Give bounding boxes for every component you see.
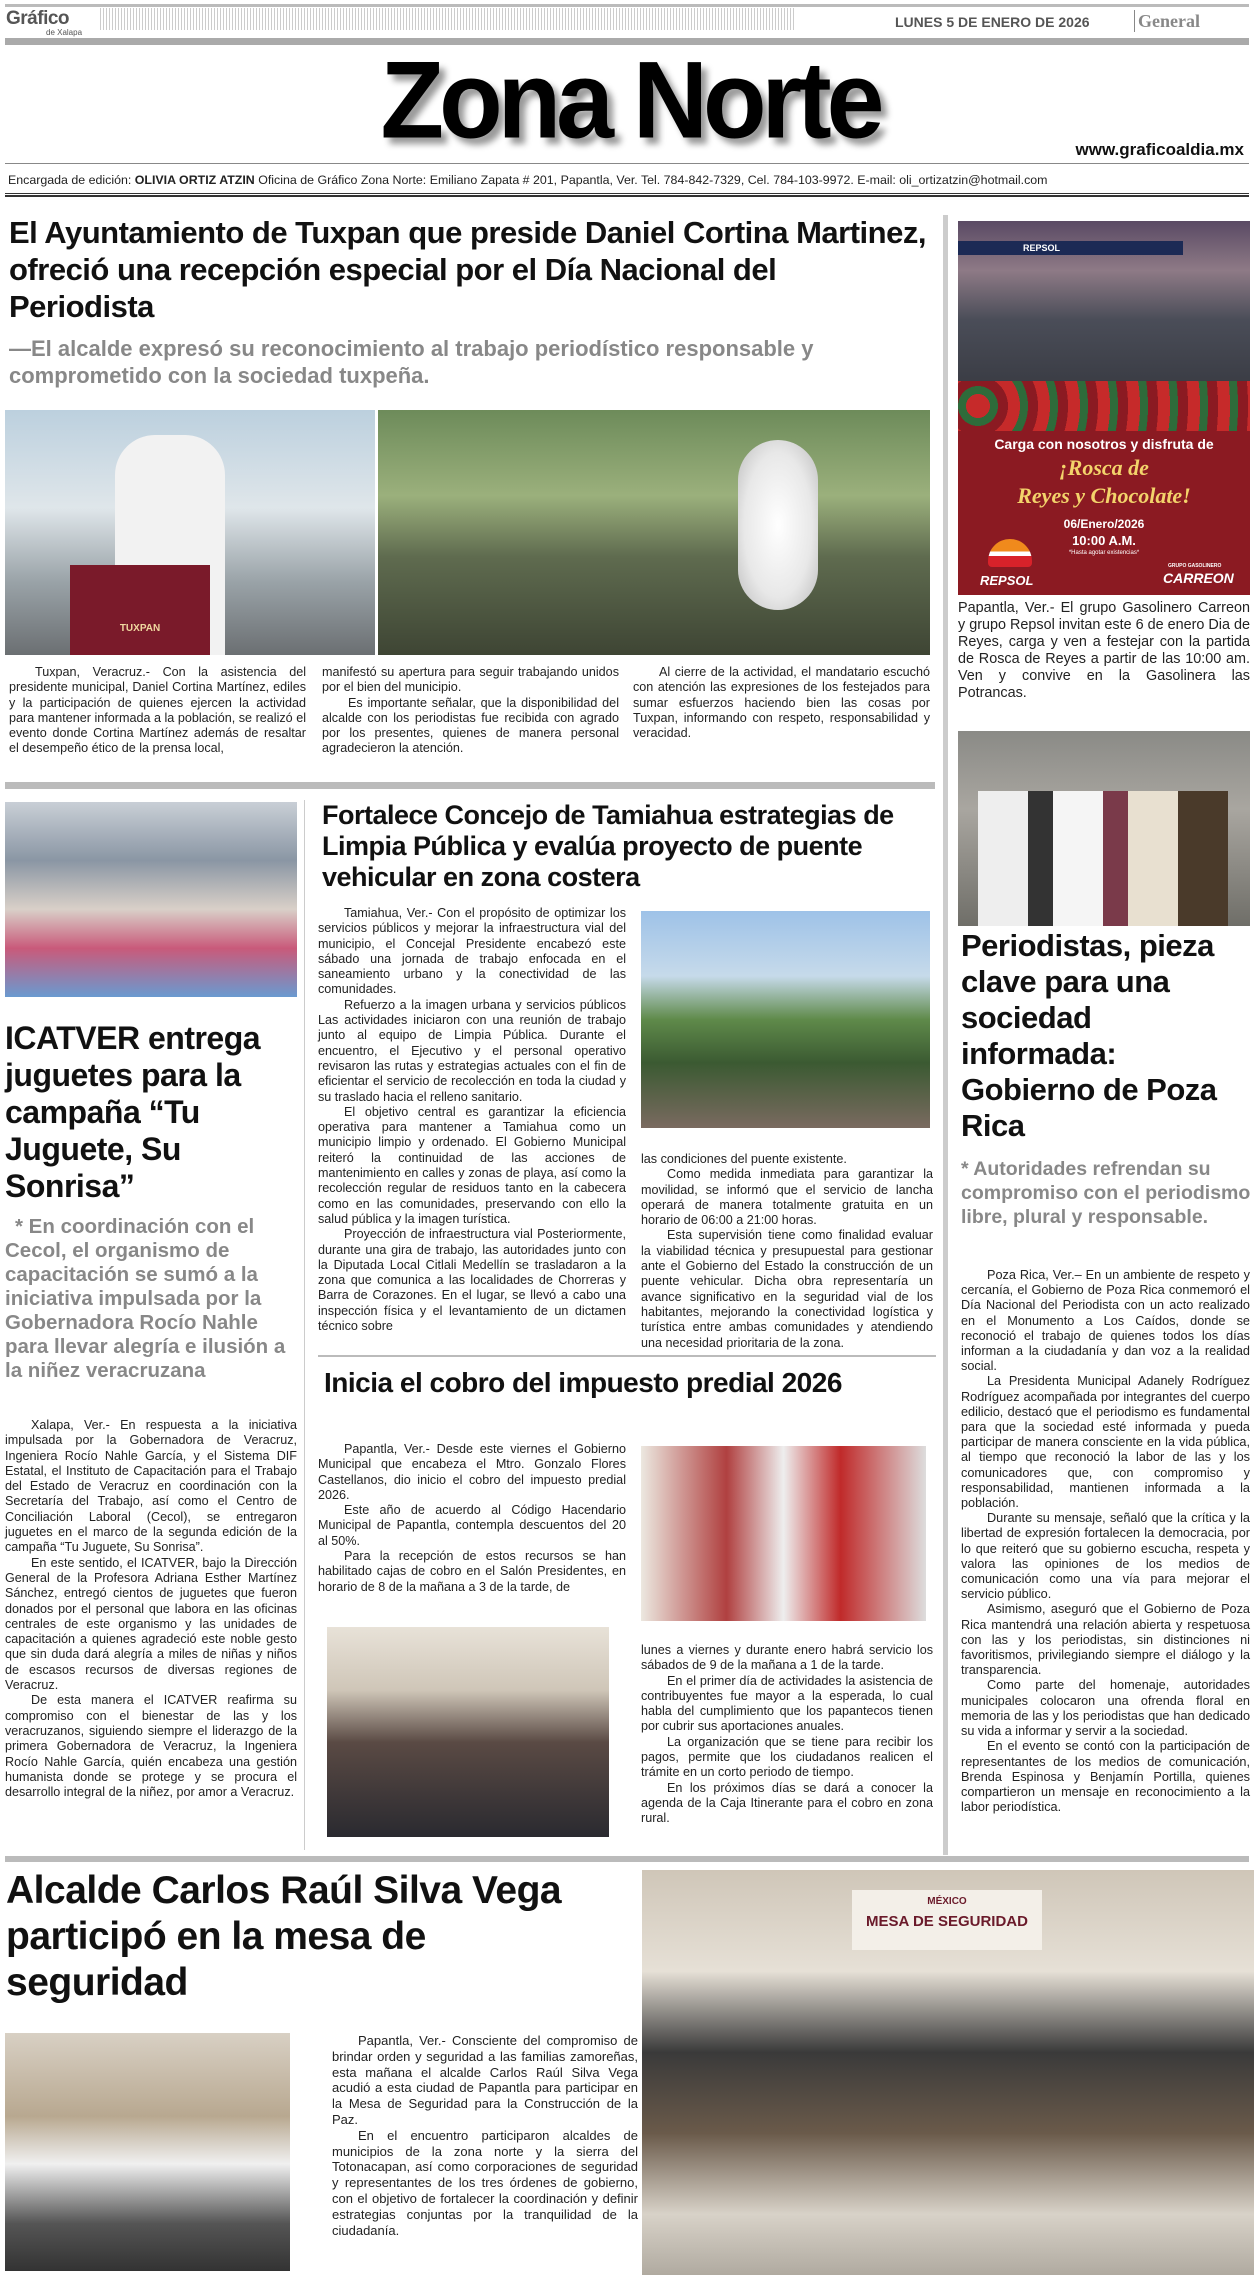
section-label: General: [1138, 11, 1200, 31]
divider: [1134, 10, 1135, 32]
paragraph: Proyección de infraestructura vial Posteriormente, durante una gira de trabajo, las autoridades junto con la Diputada Local Citlali Medellín se trasladaron a la zona que comunica a las localidades de Chorreras y Barra de Corazones. En el lugar, se llevó a cabo una inspección física y el levantamiento de un dictamen técnico sobre: [318, 1227, 626, 1334]
paragraph: Como parte del homenaje, autoridades municipales colocaron una ofrenda floral en memoria de las y los periodistas que han dedicado su vida a informar y servir a la sociedad.: [961, 1678, 1250, 1739]
ad-note: *Hasta agotar existencias*: [1068, 550, 1140, 556]
paragraph: Tuxpan, Veracruz.- Con la asistencia del presidente municipal, Daniel Cortina Martínez, ediles y la participación de quienes ejercen la actividad para mantener informada a la población, se realizó el evento donde Cortina Martínez además de resaltar el desempeño ético de la prensa local,: [9, 665, 306, 756]
office-info: Oficina de Gráfico Zona Norte: Emiliano Zapata # 201, Papantla, Ver. Tel. 784-842-7329, Cel. 784-103-9972. E-mail: oli_ortizatzin@hotmail.com: [258, 173, 1048, 187]
podium-label: TUXPAN: [119, 623, 161, 634]
repsol-logo-text: REPSOL: [980, 573, 1034, 588]
paragraph: En los próximos días se dará a conocer la agenda de la Caja Itinerante para el cobro en zona rural.: [641, 1780, 933, 1826]
paragraph: Asimismo, aseguró que el Gobierno de Poza Rica mantendrá una relación abierta y respetuosa con las y los periodistas, sin distinciones ni favoritismos, privilegiando siempre el diálogo y la transparencia.: [961, 1602, 1250, 1678]
article-predial-headline: Inicia el cobro del impuesto predial 2026: [324, 1367, 842, 1398]
ad-line1: Carga con nosotros y disfruta de: [994, 436, 1214, 452]
article-icatver-body: [5, 1418, 297, 1800]
paragraph: lunes a viernes y durante enero habrá servicio los sábados de 9 de la mañana a 1 de la tarde.: [641, 1643, 933, 1673]
ad-line3: Reyes y Chocolate!: [1017, 483, 1191, 508]
paragraph: las condiciones del puente existente.: [641, 1152, 847, 1166]
photo-security-group: [642, 1870, 1254, 2275]
article-pozarica-body: [961, 1268, 1250, 1815]
flower-wreath: [738, 440, 818, 610]
paragraph: Papantla, Ver.- Consciente del compromiso de brindar orden y seguridad a las familias zamoreñas, esta mañana el alcalde Carlos Raúl Silva Vega acudió a esta ciudad de Papantla para participar en la Mesa de Seguridad para la Construcción de la Paz.: [332, 2033, 638, 2127]
article-tuxpan-deck: —El alcalde expresó su reconocimiento al trabajo periodístico responsable y comprometido con la sociedad tuxpeña.: [9, 336, 814, 388]
photo-poza-rica-monument: [958, 731, 1250, 926]
paragraph: En el encuentro participaron alcaldes de municipios de la zona norte y la sierra del Totonacapan, así como corporaciones de seguridad y representantes de los tres órdenes de gobierno, con el objetivo de fortalecer la coordinación y definir estrategias conjuntas por la tranquilidad de la ciudadanía.: [332, 2127, 638, 2238]
security-banner: [852, 1890, 1042, 1950]
article-icatver-deck: * En coordinación con el Cecol, el organismo de capacitación se sumó a la iniciativa impulsada por la Gobernadora Rocío Nahle para llevar alegría e ilusión a la niñez veracruzana: [5, 1215, 286, 1382]
repsol-ad[interactable]: [958, 221, 1250, 595]
credits-label: Encargada de edición:: [8, 173, 132, 187]
people-group: [978, 791, 1228, 926]
paragraph: Durante su mensaje, señaló que la crítica y la libertad de expresión fortalecen la democracia, por lo que reiteró que su gobierno escucha, respeta y valora las opiniones de los medios de comunicación como una vía para mejorar el servicio público.: [961, 1511, 1250, 1602]
ad-caption: Papantla, Ver.- El grupo Gasolinero Carreon y grupo Repsol invitan este 6 de enero Dia de Reyes, carga y ven a festejar con la partida de Rosca de Reyes a partir de las 10:00 am. Ven y convive en la Gasolinera las Potrancas.: [958, 600, 1250, 701]
gray-divider: [5, 1856, 1249, 1862]
paragraph: Tamiahua, Ver.- Con el propósito de optimizar los servicios públicos y mejorar la infraestructura vial del municipio, el Concejal Presidente encabezó este sábado una jornada de trabajo enfocada en el saneamiento urbano y la conectividad de las comunidades.: [318, 906, 626, 997]
masthead-title: Zona Norte: [380, 40, 880, 162]
carreon-small: GRUPO GASOLINERO: [1168, 563, 1222, 569]
paragraph: Al cierre de la actividad, el mandatario escuchó con atención las expresiones de los festejados para sumar esfuerzos haciendo bien las cosas por Tuxpan, informando con respeto, responsabilidad y veracidad.: [633, 665, 930, 741]
paragraph: En el primer día de actividades la asistencia de contribuyentes fue mayor a la esperada, lo cual habla del cumplimiento que los papantecos tienen por cubrir sus aportaciones anuales.: [641, 1673, 933, 1734]
paragraph: Xalapa, Ver.- En respuesta a la iniciativa impulsada por la Gobernadora de Veracruz, Ingeniera Rocío Nahle García, y el Sistema DIF Estatal, el Instituto de Capacitación para el Trabajo del Estado de Veracruz en coordinación con la Secretaría del Trabajo, así como el Centro de Conciliación Laboral (Cecol), se entregaron juguetes en el marco de la segunda edición de la campaña “Tu Juguete, Su Sonrisa”.: [5, 1418, 297, 1555]
article-tamiahua-col1: [318, 906, 626, 1334]
editor-name: OLIVIA ORTIZ ATZIN: [134, 173, 255, 187]
barcode-strip: [100, 8, 795, 30]
ad-time: 10:00 A.M.: [1072, 533, 1136, 548]
top-rule: [5, 4, 1249, 7]
article-seguridad-body: [332, 2033, 638, 2238]
article-seguridad-headline: Alcalde Carlos Raúl Silva Vega participó en la mesa de seguridad: [6, 1869, 562, 2004]
article-predial-col1: [318, 1442, 626, 1595]
banner-top: MÉXICO: [927, 1896, 967, 1907]
article-tuxpan-col2: [322, 665, 619, 757]
paragraph: Este año de acuerdo al Código Hacendario Municipal de Papantla, contempla descuentos del 20 al 50%.: [318, 1503, 626, 1548]
credits-line: [8, 173, 1047, 187]
paragraph: La organización que se tiene para recibir los pagos, permite que los ciudadanos realicen el trámite en un corto periodo de tiempo.: [641, 1734, 933, 1780]
gray-divider: [5, 782, 935, 789]
photo-security-meeting-room: [5, 2033, 290, 2271]
photo-mayor-podium: [5, 410, 375, 655]
edition-date: LUNES 5 DE ENERO DE 2026: [895, 14, 1090, 30]
paragraph: Refuerzo a la imagen urbana y servicios públicos Las actividades iniciaron con una reunión de trabajo junto al equipo de Limpia Pública. Durante el encuentro, el Ejecutivo y el personal operativo revisaron las rutas y estrategias actuales con el fin de eficientar el servicio de recolección en toda la ciudad y su traslado hacia el relleno sanitario.: [318, 997, 626, 1104]
ad-line2: ¡Rosca de: [1059, 455, 1149, 480]
article-predial-col2: [641, 1643, 933, 1827]
article-tuxpan-col3: [633, 665, 930, 741]
station-canopy: REPSOL: [958, 241, 1183, 255]
paragraph: En el evento se contó con la participación de representantes de los medios de comunicación, Brenda Espinosa y Benjamín Portilla, quienes compartieron un mensaje en reconocimiento a la labor periodística.: [961, 1739, 1250, 1815]
paragraph: Es importante señalar, que la disponibilidad del alcalde con los periodistas fue recibida con agrado por los presentes, quienes de manera personal agradecieron la atención.: [322, 695, 619, 756]
column-divider: [943, 215, 948, 1855]
paragraph: Esta supervisión tiene como finalidad evaluar la viabilidad técnica y presupuestal para gestionar ante el Gobierno del Estado la construcción de un puente vehicular. Dicha obra representaría un avance significativo en la seguridad vial de los habitantes, mejorando la conectividad logística y turística entre ambas comunidades y atendiendo una necesidad prioritaria de la zona.: [641, 1228, 933, 1350]
column-divider: [304, 800, 305, 1850]
article-tamiahua-col2: [641, 1152, 933, 1351]
brand-subtitle: de Xalapa: [46, 28, 83, 37]
podium: [70, 565, 210, 655]
carreon-logo: CARREON: [1163, 570, 1234, 586]
paragraph: El objetivo central es garantizar la eficiencia operativa para mantener a Tamiahua como un municipio limpio y ordenado. El Gobierno Municipal reiteró la continuidad de las acciones de mantenimiento en calles y zonas de playa, así como la recolección regular de residuos tanto en la cabecera como en las comunidades, preservando con ello la salud pública y la imagen turística.: [318, 1104, 626, 1226]
paragraph: De esta manera el ICATVER reafirma su compromiso con el bienestar de las y los veracruzanos, siguiendo siempre el liderazgo de la primera Gobernadora de Veracruz, la Ingeniera Rocío Nahle García, quién encabeza una gestión humanista donde se protege y se procura el desarrollo integral de la niñez, por amor a Veracruz.: [5, 1693, 297, 1800]
paragraph: manifestó su apertura para seguir trabajando unidos por el bien del municipio.: [322, 665, 619, 695]
paragraph: Poza Rica, Ver.– En un ambiente de respeto y cercanía, el Gobierno de Poza Rica conmemoró el Día Nacional del Periodista con un acto realizado en el Monumento a Los Caídos, donde se reconoció el trabajo de quienes todos los días informan a la ciudadanía y dan voz a la realidad social.: [961, 1268, 1250, 1374]
poinsettia-garland: [958, 381, 1250, 431]
photo-tax-cashier: [641, 1446, 926, 1621]
paragraph: En este sentido, el ICATVER, bajo la Dirección General de la Profesora Adriana Esther Martínez Sánchez, entregó cientos de juguetes que fueron donados por el personal que labora en las oficinas centrales de este organismo y las unidades de capacitación a quienes agradeció este noble gesto que sin duda dará alegría a miles de niñas y niños de escasos recursos de diversas regiones de Veracruz.: [5, 1555, 297, 1693]
paragraph: Como medida inmediata para garantizar la movilidad, se informó que el servicio de lancha operará de manera totalmente gratuita en un horario de 06:00 a 21:00 horas.: [641, 1167, 933, 1228]
article-tuxpan-headline: El Ayuntamiento de Tuxpan que preside Daniel Cortina Martinez, ofreció una recepción especial por el Día Nacional del Periodista: [9, 215, 926, 324]
paragraph: La Presidenta Municipal Adanely Rodríguez Rodríguez acompañada por integrantes del cuerpo edilicio, destacó que el periodismo es fundamental para que la sociedad esté informada y pueda participar de manera consciente en la vida pública, al tiempo que reconoció la labor de las y los comunicadores que, con compromiso y responsabilidad, mantienen informada a la población.: [961, 1374, 1250, 1511]
paragraph: Para la recepción de estos recursos se han habilitado cajas de cobro en el Salón Presidentes, en horario de 8 de la mañana a 3 de la tarde, de: [318, 1549, 626, 1594]
photo-journalists-group: [378, 410, 930, 655]
double-rule: [5, 193, 1249, 197]
website-link[interactable]: www.graficoaldia.mx: [1075, 140, 1244, 159]
brand-name: Gráfico: [6, 8, 70, 29]
rule: [318, 1355, 936, 1357]
rule: [5, 163, 1249, 164]
article-tuxpan-col1: [9, 665, 306, 757]
banner-title: MESA DE SEGURIDAD: [866, 1913, 1028, 1930]
brand-logo: [6, 8, 96, 37]
article-pozarica-deck: * Autoridades refrendan su compromiso con el periodismo libre, plural y responsable.: [961, 1158, 1251, 1228]
paragraph: Papantla, Ver.- Desde este viernes el Gobierno Municipal que encabeza el Mtro. Gonzalo Flores Castellanos, dio inicio el cobro del impuesto predial 2026.: [318, 1442, 626, 1502]
photo-bridge-inspection: [641, 911, 930, 1128]
photo-toys-donation: [5, 802, 297, 997]
ad-date: 06/Enero/2026: [1063, 517, 1145, 531]
photo-tax-office-queue: [327, 1627, 609, 1837]
article-pozarica-headline: Periodistas, pieza clave para una sociedad informada: Gobierno de Poza Rica: [961, 928, 1217, 1143]
article-icatver-headline: ICATVER entrega juguetes para la campaña “Tu Juguete, Su Sonrisa”: [5, 1020, 261, 1204]
article-tamiahua-headline: Fortalece Concejo de Tamiahua estrategias de Limpia Pública y evalúa proyecto de puente vehicular en zona costera: [322, 800, 894, 892]
